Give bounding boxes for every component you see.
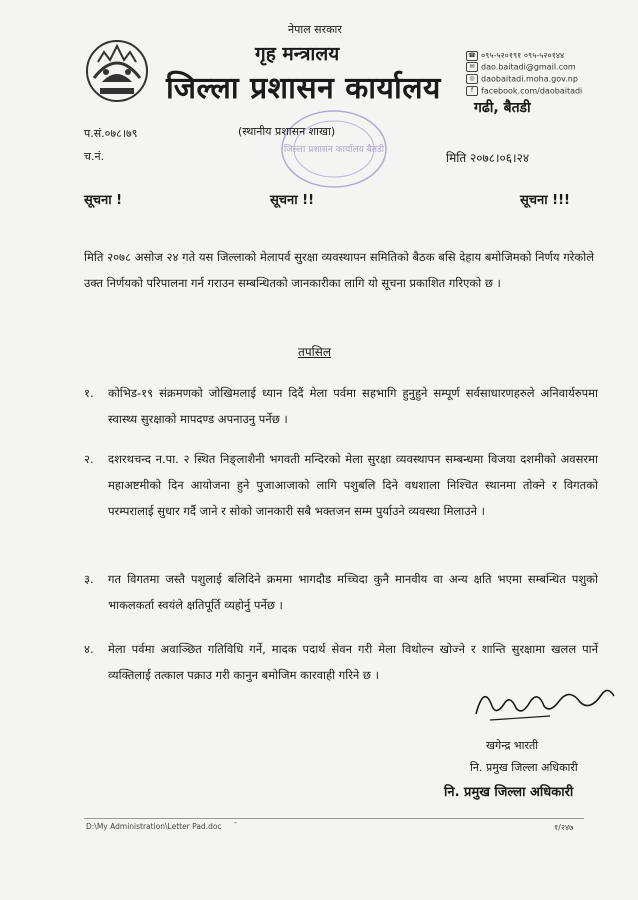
contact-web: ◎ daobaitadi.moha.gov.np (466, 74, 578, 84)
list-heading: तपसिल (298, 345, 332, 359)
letter-date: मिति २०७८।०६।२४ (446, 151, 530, 165)
item-text: कोभिड-१९ संक्रमणको जोखिमलाई ध्यान दिदैं मेला पर्वमा सहभागि हुनुहुने सम्पूर्ण सर्वसाधारणहरुले अनिवार्यरुपमा स्वास्थ्य सुरक्षाको मापदण्ड अपनाउनु पर्नेछ । (108, 386, 598, 426)
item-number: ४. (84, 642, 94, 656)
web-icon: ◎ (466, 74, 478, 84)
signatory-title: नि. प्रमुख जिल्ला अधिकारी (470, 761, 578, 774)
phone-icon: ☎ (466, 51, 478, 61)
item-text: गत विगतमा जस्तै पशुलाई बलिदिने क्रममा भागदौड मच्चिदा कुनै मानवीय वा अन्य क्षति भएमा सम्बन्धित पशुको भाकलकर्ता स्वयंले क्षतिपूर्ति व्यहोर्नु पर्नेछ । (108, 572, 598, 612)
nepal-government-emblem-icon (84, 38, 150, 104)
seal-text: जिल्ला प्रशासन कार्यालय बैतडी (283, 145, 385, 155)
contact-phone: ☎ ०९५-५२०१९१ ०९५-५२०१४४ (466, 50, 564, 61)
signatory-name: खगेन्द्र भारती (486, 739, 539, 752)
reference-number: प.सं.०७८।७९ (84, 127, 138, 140)
item-number: १. (84, 386, 94, 400)
list-item (84, 380, 598, 432)
item-number: ३. (84, 572, 94, 586)
government-name: नेपाल सरकार (288, 23, 342, 36)
page-number: १/२४७ (554, 823, 574, 832)
intro-paragraph: मिति २०७८ असोज २४ गते यस जिल्लाको मेलापर्व सुरक्षा व्यवस्थापन समितिको बैठक बसि देहाय बमोजिमको निर्णय गरेकोले उक्त निर्णयको परिपालना गर्न गराउन सम्बन्धितको जानकारीका लागि यो सूचना प्रकाशित गरिएको छ । (84, 250, 594, 290)
notice-label-2: सूचना !! (270, 193, 315, 208)
handwritten-signature (470, 676, 620, 726)
footer-divider (84, 818, 584, 819)
email-icon: ✉ (466, 62, 478, 72)
ministry-name: गृह मन्त्रालय (255, 43, 340, 65)
contact-email: ✉ dao.baitadi@gmail.com (466, 62, 576, 72)
list-item (84, 566, 598, 618)
footer-file-path: D:\My Administration\Letter Pad.doc (86, 822, 222, 831)
dispatch-number: च.नं. (84, 150, 105, 163)
facebook-icon: f (466, 86, 478, 96)
item-text: दशरथचन्द न.पा. २ स्थित निङ्लाशैनी भगवती मन्दिरको मेला सुरक्षा व्यवस्थापन सम्बन्धमा विजया दशमीको अवसरमा महाअष्टमीको दिन आयोजना हुने पुजाआजाको लागि पशुबलि दिने वधशाला निश्चित स्थानमा तोक्ने र विगतको परम्परालाई सुधार गर्दै जाने र सोको जानकारी सबै भक्तजन सम्म पुर्याउने व्यवस्था मिलाउने । (108, 452, 598, 518)
item-number: २. (84, 452, 94, 466)
office-name: जिल्ला प्रशासन कार्यालय (166, 71, 441, 106)
office-location: गढी, बैतडी (474, 100, 531, 116)
office-seal-stamp (274, 104, 394, 194)
footer-dash: - (234, 818, 237, 827)
notice-label-1: सूचना ! (84, 193, 123, 208)
notice-label-3: सूचना !!! (520, 193, 570, 208)
contact-facebook: f facebook.com/daobaitadi (466, 86, 582, 96)
signatory-stamp: नि. प्रमुख जिल्ला अधिकारी (444, 785, 574, 800)
section-name: (स्थानीय प्रशासन शाखा) (238, 125, 336, 138)
item-text: मेला पर्वमा अवाञ्छित गतिविधि गर्ने, मादक पदार्थ सेवन गरी मेला विथोल्न खोज्ने र शान्ति सुरक्षामा खलल पार्ने व्यक्तिलाई तत्काल पक्राउ गरी कानुन बमोजिम कारवाही गरिने छ । (108, 642, 598, 682)
list-item (84, 446, 598, 524)
